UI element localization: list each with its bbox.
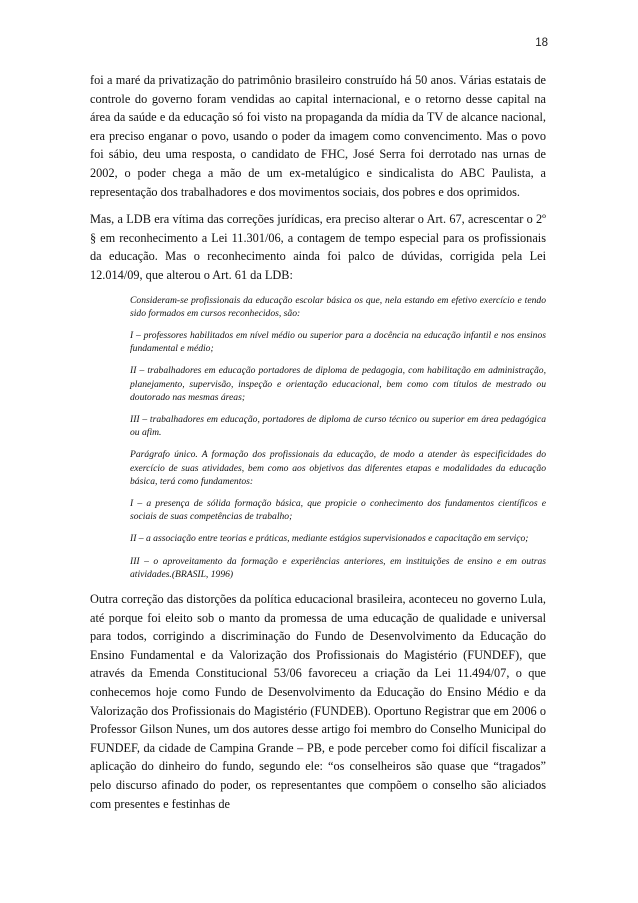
paragraph-privatization: foi a maré da privatização do patrimônio brasileiro construído há 50 anos. Várias estatais de controle do governo foram vendidas ao capital internacional, e o retorno desse capital na área da saúde e da educação só foi visto na propaganda da mídia da TV de alcance nacional, era preciso enganar o povo, usando o poder da imagem como convencimento. Mas o povo foi sábio, deu uma resposta, o candidato de FHC, José Serra foi derrotado nas urnas de 2002, o poder chega a mão de um ex-metalúgico e sindicalista do ABC Paulista, a representação dos trabalhadores e dos movimentos sociais, dos pobres e dos oprimidos. (90, 73, 546, 199)
quote-paragrafo-unico: Parágrafo único. A formação dos profissionais da educação, de modo a atender às especificidades do exercício de suas atividades, bem como aos objetivos das diferentes etapas e modalidades da educação básica, terá como fundamentos: (130, 449, 546, 487)
quote-item-iii: III – trabalhadores em educação, portadores de diploma de curso técnico ou superior em área pedagógica ou afim. (130, 413, 546, 439)
quote-intro: Consideram-se profissionais da educação escolar básica os que, nela estando em efetivo exercício e tendo sido formados em cursos reconhecidos, são: (130, 294, 546, 319)
legal-quotation (130, 294, 546, 581)
quote-item-ii: II – trabalhadores em educação portadores de diploma de pedagogia, com habilitação em administração, planejamento, supervisão, inspeção e orientação educacional, bem como com títulos de mestrado ou doutorado nas mesmas áreas; (130, 365, 546, 403)
paragraph-ldb: Mas, a LDB era vítima das correções jurídicas, era preciso alterar o Art. 67, acrescentar o 2º § em reconhecimento a Lei 11.301/06, a contagem de tempo especial para os profissionais da educação. Mas o reconhecimento ainda foi palco de dúvidas, corrigida pela Lei 12.014/09, que alterou o Art. 61 da LDB: (90, 212, 546, 282)
quote-fundamento-iii: III – o aproveitamento da formação e experiências anteriores, em instituições de ensino e em outras atividades.(BRASIL, 1996) (130, 555, 546, 580)
quote-fundamento-i: I – a presença de sólida formação básica, que propicie o conhecimento dos fundamentos científicos e sociais de suas competências de trabalho; (130, 497, 546, 523)
quote-fundamento-ii: II – a associação entre teorias e práticas, mediante estágios supervisionados e capacitação em serviço; (130, 533, 529, 545)
page-number: 18 (535, 37, 548, 49)
paragraph-fundeb: Outra correção das distorções da política educacional brasileira, aconteceu no governo Lula, até porque foi eleito sob o manto da promessa de uma educação de qualidade e universal para todos, corrigindo a discriminação do Fundo de Desenvolvimento da Educação do Ensino Fundamental e da Valorização dos Profissionais do Magistério (FUNDEF), que através da Emenda Constitucional 53/06 favoreceu a criação da Lei 11.494/07, o que conhecemos hoje como Fundo de Desenvolvimento da Educação do Ensino Médio e da Valorização dos Profissionais do Magistério (FUNDEB). Oportuno Registrar que em 2006 o Professor Gilson Nunes, um dos autores desse artigo foi membro do Conselho Municipal do FUNDEF, da cidade de Campina Grande – PB, e pode perceber como foi difícil fiscalizar a aplicação do dinheiro do fundo, segundo ele: “os conselheiros são quase que “tragados” pelo discurso afinado do poder, os representantes que compõem o conselho são aliciados com presentes e festinhas de (90, 591, 546, 811)
document-body (90, 71, 546, 822)
quote-item-i: I – professores habilitados em nível médio ou superior para a docência na educação infantil e nos ensinos fundamental e médio; (130, 329, 546, 355)
